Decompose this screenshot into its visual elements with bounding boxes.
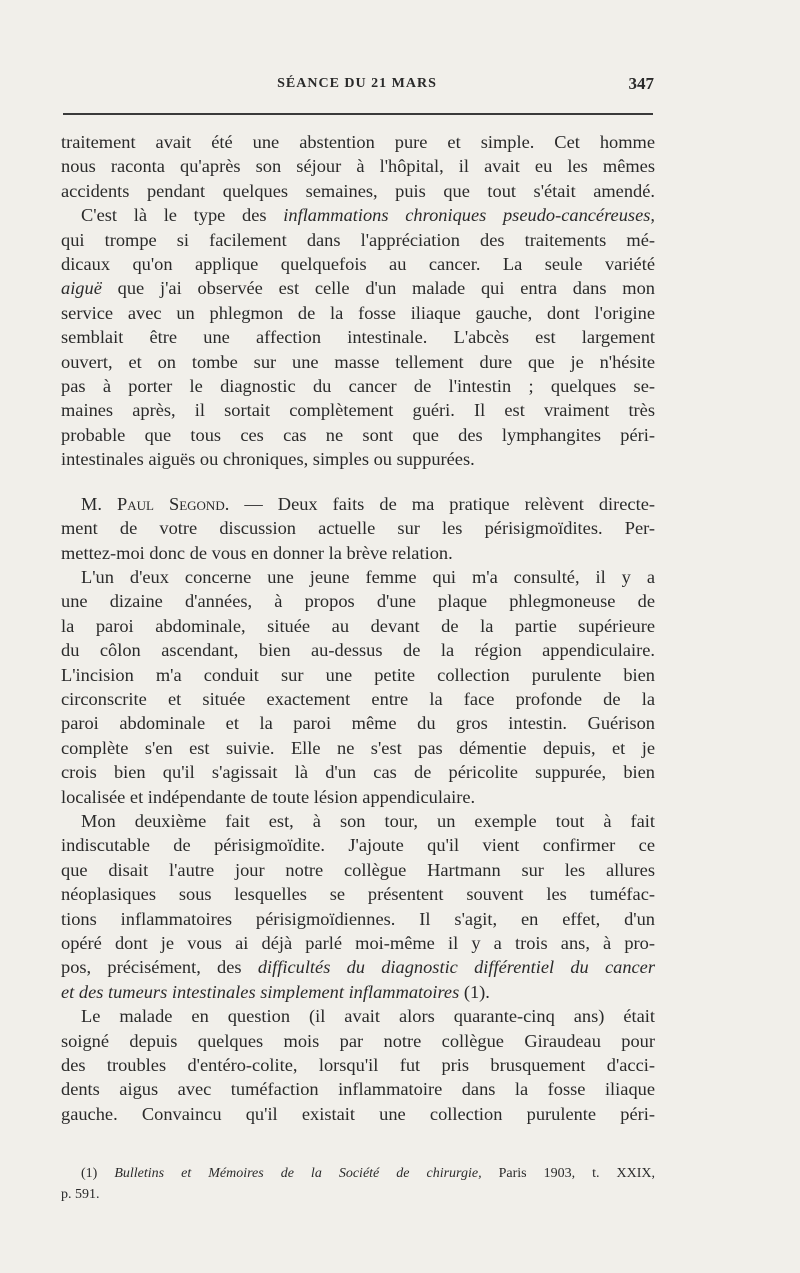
text-run: C'est là le type des <box>81 205 284 226</box>
text-line: ouvert, et on tombe sur une masse tellement dure que je n'hésite <box>61 351 655 372</box>
footnote-title: Bulletins et Mémoires de la Société de chirurgie, <box>114 1166 482 1181</box>
text-line: ment de votre discussion actuelle sur les périsigmoïdites. Per- <box>61 518 655 539</box>
text-line: que disait l'autre jour notre collègue Hartmann sur les allures <box>61 859 655 880</box>
emphasis-text: aiguë <box>61 278 102 299</box>
text-line: du côlon ascendant, bien au-dessus de la région appendiculaire. <box>61 640 655 661</box>
running-title: SÉANCE DU 21 MARS <box>277 76 437 91</box>
text-line: service avec un phlegmon de la fosse iliaque gauche, dont l'origine <box>61 302 655 323</box>
text-line: dicaux qu'on applique quelquefois au cancer. La seule variété <box>61 254 655 275</box>
text-line: soigné depuis quelques mois par notre collègue Giraudeau pour <box>61 1030 655 1051</box>
header-rule <box>63 113 653 115</box>
text-line: dents aigus avec tuméfaction inflammatoire dans la fosse iliaque <box>61 1079 655 1100</box>
text-line: indiscutable de périsigmoïdite. J'ajoute qu'il vient confirmer ce <box>61 835 655 856</box>
text-line: une dizaine d'années, à propos d'une plaque phlegmoneuse de <box>61 591 655 612</box>
text-line: pas à porter le diagnostic du cancer de l'intestin ; quelques se- <box>61 376 655 397</box>
text-line: paroi abdominale et la paroi même du gros intestin. Guérison <box>61 713 655 734</box>
text-line: circonscrite et située exactement entre la face profonde de la <box>61 688 655 709</box>
text-line: intestinales aiguës ou chroniques, simples ou suppurées. <box>61 449 475 470</box>
text-line: la paroi abdominale, située au devant de la partie supérieure <box>61 615 655 636</box>
text-line: mettez-moi donc de vous en donner la brève relation. <box>61 542 453 563</box>
text-line: L'incision m'a conduit sur une petite collection purulente bien <box>61 664 655 685</box>
emphasis-text: difficultés du diagnostic différentiel du cancer <box>257 957 655 978</box>
text-line <box>61 980 655 1004</box>
text-line: nous raconta qu'après son séjour à l'hôpital, il avait eu les mêmes <box>61 156 655 177</box>
speaker-name: M. Paul Segond. <box>81 493 230 514</box>
text-line <box>61 203 655 227</box>
text-line <box>61 276 655 300</box>
text-line: Le malade en question (il avait alors quarante-cinq ans) était <box>81 1006 655 1027</box>
text-line: des troubles d'entéro-colite, lorsqu'il fut pris brusquement d'acci- <box>61 1055 655 1076</box>
text-run: que j'ai observée est celle d'un malade qui entra dans mon <box>101 278 655 299</box>
footnote-rest: Paris 1903, t. XXIX, <box>481 1166 655 1181</box>
text-line: complète s'en est suivie. Elle ne s'est pas démentie depuis, et je <box>61 737 655 758</box>
text-line: opéré dont je vous ai déjà parlé moi-même il y a trois ans, à pro- <box>61 933 655 953</box>
page-header <box>60 76 654 98</box>
text-line: néoplasiques sous lesquelles se présentent souvent les tuméfac- <box>61 884 655 905</box>
emphasis-text: inflammations chroniques pseudo-cancéreuses, <box>283 205 655 226</box>
page-number: 347 <box>628 74 654 93</box>
text-run: — Deux faits de ma pratique relèvent directe- <box>229 493 655 514</box>
emphasis-text: et des tumeurs intestinales simplement inflammatoires <box>61 981 460 1002</box>
text-line: tions inflammatoires périsigmoïdiennes. Il s'agit, en effet, d'un <box>61 908 655 929</box>
footnote <box>61 1163 655 1205</box>
text-line: crois bien qu'il s'agissait là d'un cas de péricolite suppurée, bien <box>61 762 655 783</box>
text-line: L'un d'eux concerne une jeune femme qui m'a consulté, il y a <box>81 566 655 587</box>
text-line: traitement avait été une abstention pure et simple. Cet homme <box>61 132 655 152</box>
footnote-line <box>61 1163 655 1184</box>
text-line <box>61 492 655 516</box>
text-line: semblait être une affection intestinale. L'abcès est largement <box>61 327 655 348</box>
text-line: probable que tous ces cas ne sont que des lymphangites péri- <box>61 424 655 445</box>
text-line: gauche. Convaincu qu'il existait une collection purulente péri- <box>61 1103 655 1124</box>
text-line <box>61 955 655 979</box>
footnote-line: p. 591. <box>61 1187 100 1202</box>
text-line: qui trompe si facilement dans l'appréciation des traitements mé- <box>61 229 655 250</box>
footnote-marker: (1) <box>81 1166 115 1181</box>
text-run: (1). <box>459 981 490 1002</box>
text-line: accidents pendant quelques semaines, puis que tout s'était amendé. <box>61 180 655 201</box>
text-run: pos, précisément, des <box>61 957 258 978</box>
body-text <box>61 130 655 1126</box>
text-line: Mon deuxième fait est, à son tour, un exemple tout à fait <box>81 810 655 831</box>
text-line: localisée et indépendante de toute lésion appendiculaire. <box>61 786 476 807</box>
text-line: maines après, il sortait complètement guéri. Il est vraiment très <box>61 400 655 421</box>
